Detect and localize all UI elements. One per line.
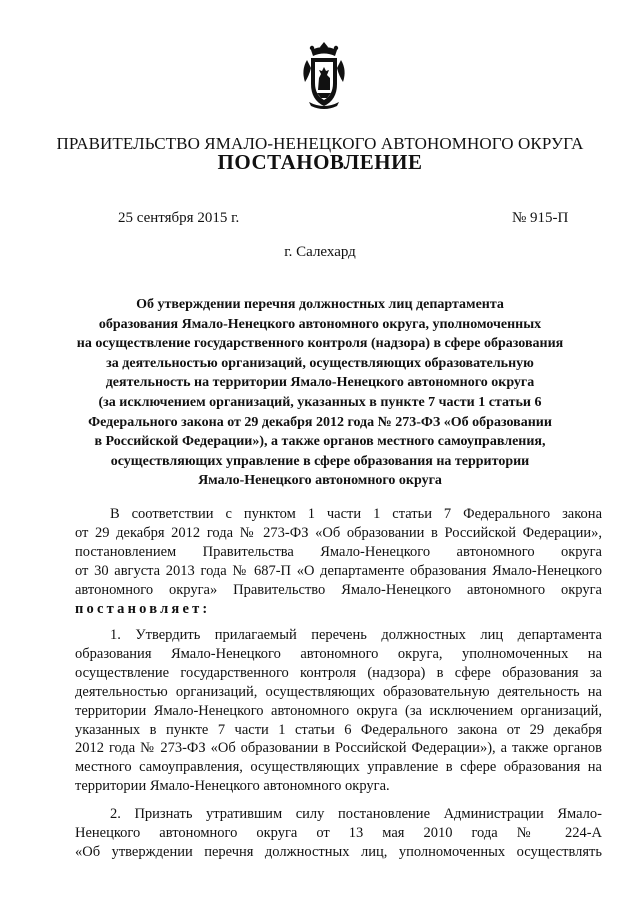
resolves-word: постановляет: bbox=[75, 600, 211, 617]
title-line: Об утверждении перечня должностных лиц департамента bbox=[136, 297, 504, 312]
text-line: деятельностью организаций, осуществляющих образовательную деятельность на bbox=[75, 683, 602, 700]
text-line: автономного округа» Правительство Ямало-Ненецкого автономного округа bbox=[75, 581, 602, 598]
government-name: ПРАВИТЕЛЬСТВО ЯМАЛО-НЕНЕЦКОГО АВТОНОМНОГО ОКРУГА bbox=[56, 134, 584, 153]
title-line: Федерального закона от 29 декабря 2012 года № 273-ФЗ «Об образовании bbox=[88, 414, 552, 430]
text-line: В соответствии с пунктом 1 части 1 статьи 7 Федерального закона bbox=[110, 506, 602, 522]
title-line: (за исключением организаций, указанных в пункте 7 части 1 статьи 6 bbox=[98, 394, 542, 410]
text-line: 1. Утвердить прилагаемый перечень должностных лиц департамента bbox=[110, 627, 602, 643]
text-line: территории Ямало-Ненецкого автономного округа. bbox=[75, 778, 390, 795]
text-line: осуществление государственного контроля (надзора) в сфере образования за bbox=[75, 664, 602, 681]
text-line: от 29 декабря 2012 года № 273-ФЗ «Об образовании в Российской Федерации», bbox=[75, 524, 602, 541]
text-line: 2. Признать утратившим силу постановление Администрации Ямало- bbox=[110, 806, 602, 822]
text-line: местного самоуправления, осуществляющих управление в сфере образования на bbox=[75, 759, 602, 776]
text-line: указанных в пункте 7 части 1 статьи 6 Федерального закона от 29 декабря bbox=[75, 721, 602, 738]
text-line: от 30 августа 2013 года № 687-П «О департаменте образования Ямало-Ненецкого bbox=[75, 562, 602, 579]
item-1-paragraph bbox=[75, 626, 602, 796]
text-line: 2012 года № 273-ФЗ «Об образовании в Российской Федерации»), а также органов bbox=[75, 740, 602, 757]
title-line: образования Ямало-Ненецкого автономного округа, уполномоченных bbox=[98, 316, 542, 332]
item-2-paragraph bbox=[75, 805, 602, 862]
document-title bbox=[70, 295, 570, 491]
title-line: в Российской Федерации»), а также органов местного самоуправления, bbox=[94, 434, 546, 450]
coat-of-arms-icon bbox=[297, 40, 351, 112]
preamble-paragraph bbox=[75, 505, 602, 618]
document-number: № 915-П bbox=[512, 210, 569, 226]
text-line: Ненецкого автономного округа от 13 мая 2010 года № 224-А bbox=[75, 824, 602, 841]
document-type: ПОСТАНОВЛЕНИЕ bbox=[217, 150, 423, 174]
title-line: на осуществление государственного контроля (надзора) в сфере образования bbox=[76, 336, 564, 352]
text-line: территории Ямало-Ненецкого автономного округа (за исключением организаций, bbox=[75, 702, 602, 719]
document-date: 25 сентября 2015 г. bbox=[118, 210, 240, 226]
title-line: осуществляющих управление в сфере образования на территории bbox=[110, 453, 530, 469]
document-city: г. Салехард bbox=[284, 244, 356, 260]
text-line: постановлением Правительства Ямало-Ненецкого автономного округа bbox=[75, 543, 602, 560]
title-line: Ямало-Ненецкого автономного округа bbox=[198, 473, 442, 489]
text-line: «Об утверждении перечня должностных лиц, уполномоченных осуществлять bbox=[75, 843, 602, 860]
title-line: за деятельностью организаций, осуществляющих образовательную bbox=[106, 355, 534, 371]
text-line: образования Ямало-Ненецкого автономного округа, уполномоченных на bbox=[75, 645, 602, 662]
title-line: деятельность на территории Ямало-Ненецкого автономного округа bbox=[105, 375, 535, 391]
